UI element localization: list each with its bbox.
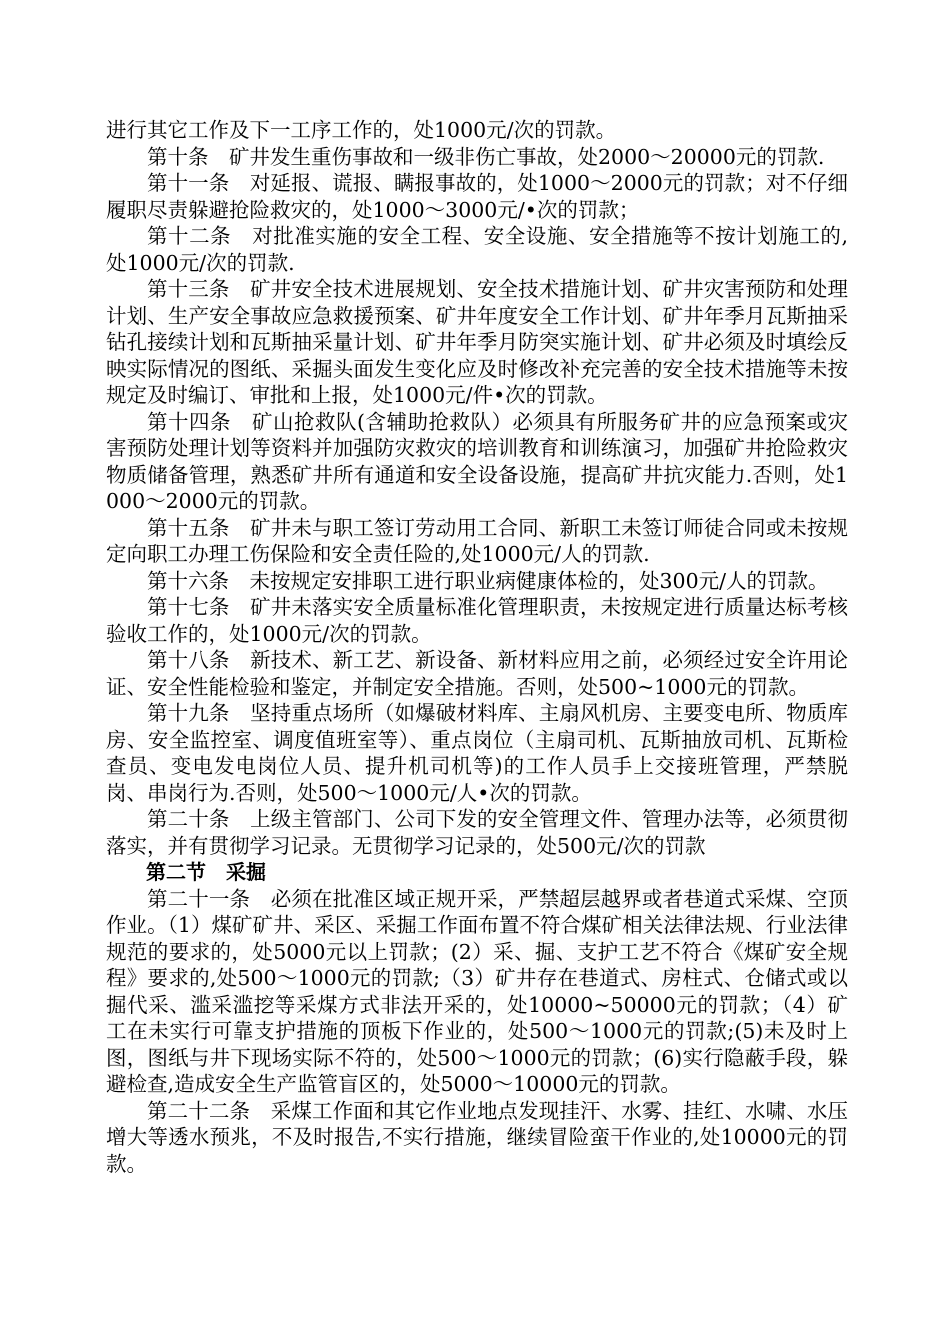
article-17: 第十七条 矿井未落实安全质量标准化管理职责，未按规定进行质量达标考核验收工作的，处1000元/次的罚款。 [106, 595, 848, 646]
article-12: 第十二条 对批准实施的安全工程、安全设施、安全措施等不按计划施工的,处1000元/次的罚款. [106, 224, 848, 275]
article-21: 第二十一条 必须在批准区域正规开采，严禁超层越界或者巷道式采煤、空顶作业。（1）煤矿矿井、采区、采掘工作面布置不符合煤矿相关法律法规、行业法律规范的要求的，处5000元以上罚款；(2）采、掘、支护工艺不符合《煤矿安全规程》要求的,处500～1000元的罚款;（3）矿井存在巷道式、房柱式、仓储式或以掘代采、滥采滥挖等采煤方式非法开采的，处10000~50000元的罚款；（4）矿工在未实行可靠支护措施的顶板下作业的，处500～1000元的罚款;(5)未及时上图，图纸与井下现场实际不符的，处500～1000元的罚款；(6)实行隐蔽手段，躲避检查,造成安全生产监管盲区的，处5000～10000元的罚款。 [106, 886, 848, 1096]
article-20: 第二十条 上级主管部门、公司下发的安全管理文件、管理办法等，必须贯彻落实，并有贯彻学习记录。无贯彻学习记录的，处500元/次的罚款 [106, 807, 848, 858]
article-13: 第十三条 矿井安全技术进展规划、安全技术措施计划、矿井灾害预防和处理计划、生产安全事故应急救援预案、矿井年度安全工作计划、矿井年季月瓦斯抽采钻孔接续计划和瓦斯抽采量计划、矿井年季月防突实施计划、矿井必须及时填绘反映实际情况的图纸、采掘头面发生变化应及时修改补充完善的安全技术措施等未按规定及时编订、审批和上报，处1000元/件•次的罚款。 [106, 277, 848, 407]
document-page [106, 117, 848, 1177]
article-22: 第二十二条 采煤工作面和其它作业地点发现挂汗、水雾、挂红、水啸、水压增大等透水预兆，不及时报告,不实行措施，继续冒险蛮干作业的,处10000元的罚款。 [106, 1098, 848, 1176]
paragraph-continuation: 进行其它工作及下一工序工作的，处1000元/次的罚款。 [106, 118, 617, 142]
article-15: 第十五条 矿井未与职工签订劳动用工合同、新职工未签订师徒合同或未按规定向职工办理工伤保险和安全责任险的,处1000元/人的罚款. [106, 515, 848, 566]
article-11: 第十一条 对延报、谎报、瞒报事故的，处1000～2000元的罚款；对不仔细履职尽责躲避抢险救灾的，处1000～3000元/•次的罚款； [106, 171, 848, 222]
article-14: 第十四条 矿山抢救队(含辅助抢救队）必须具有所服务矿井的应急预案或灾害预防处理计划等资料并加强防灾救灾的培训教育和训练演习，加强矿井抢险救灾物质储备管理，熟悉矿井所有通道和安全设备设施，提高矿井抗灾能力.否则，处1000～2000元的罚款。 [106, 409, 848, 513]
article-19: 第十九条 坚持重点场所（如爆破材料库、主扇风机房、主要变电所、物质库房、安全监控室、调度值班室等）、重点岗位（主扇司机、瓦斯抽放司机、瓦斯检查员、变电发电岗位人员、提升机司机等)的工作人员手上交接班管理，严禁脱岗、串岗行为.否则，处500～1000元/人•次的罚款。 [106, 701, 848, 805]
article-18: 第十八条 新技术、新工艺、新设备、新材料应用之前，必须经过安全许用论证、安全性能检验和鉴定，并制定安全措施。否则，处500~1000元的罚款。 [106, 648, 848, 699]
article-16: 第十六条 未按规定安排职工进行职业病健康体检的，处300元/人的罚款。 [147, 568, 829, 593]
section-heading: 第二节 采掘 [146, 860, 266, 884]
article-10: 第十条 矿井发生重伤事故和一级非伤亡事故，处2000～20000元的罚款. [147, 144, 825, 169]
